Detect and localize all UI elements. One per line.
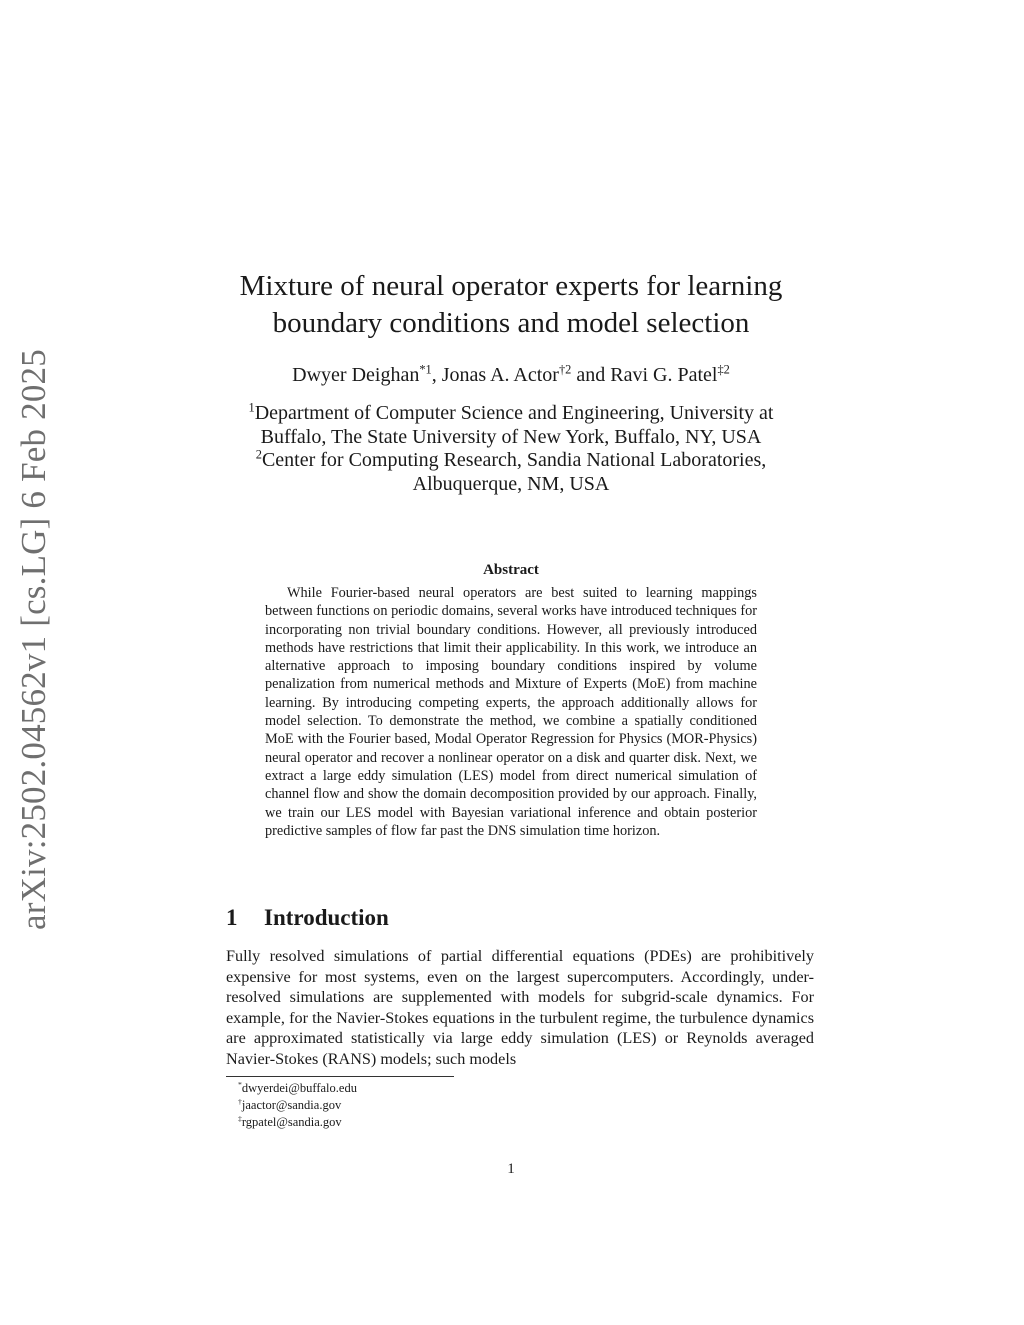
author-name: Ravi G. Patel [610,364,718,386]
author-name: Dwyer Deighan [292,364,420,386]
affiliation-1-line-1: $^1$Department of Computer Science and Engineering, University at [248,400,774,424]
abstract-heading: Abstract [483,562,539,578]
arxiv-identifier-stamp: arXiv:2502.04562v1 [cs.LG] 6 Feb 2025 [14,349,53,930]
section-number: 1 [226,905,238,930]
footnote-email: rgpatel@sandia.gov [241,1115,342,1129]
footnote-list [238,1080,638,1131]
author-separator: , [431,364,442,386]
footnote-divider [226,1076,454,1077]
title-line-2: boundary conditions and model selection [272,307,750,339]
author-list [205,362,817,388]
footnote [238,1080,638,1097]
footnote-mark: † [238,1097,242,1107]
affiliation-1-line-2: Buffalo, The State University of New York, Buffalo, NY, USA [260,425,762,448]
affiliation-1-mark: 1 [248,400,255,415]
affiliation-block [205,402,817,496]
abstract-text: While Fourier-based neural operators are best suited to learning mappings between functions on periodic domains, several works have introduced techniques for incorporating non trivial boundary conditions. However, all previously introduced methods have restrictions that limit their applicability. In this work, we introduce an alternative approach to imposing boundary conditions inspired by volume penalization from numerical methods and Mixture of Experts (MoE) from machine learning. By introducing competing experts, the approach additionally allows for model selection. To demonstrate the method, we combine a spatially conditioned MoE with the Fourier based, Modal Operator Regression for Physics (MOR-Physics) neural operator and recover a nonlinear operator on a disk and quarter disk. Next, we extract a large eddy simulation (LES) model from direct numerical simulation of channel flow and show the domain decomposition provided by our approach. Finally, we train our LES model with Bayesian variational inference and obtain posterior predictive samples of flow far past the DNS simulation time horizon. [265,585,757,839]
footnote [238,1097,638,1114]
page-number: 1 [507,1161,515,1177]
author-marks: ‡2 [717,362,730,377]
footnote-email: jaactor@sandia.gov [241,1098,342,1112]
introduction-text: Fully resolved simulations of partial differential equations (PDEs) are prohibitively expensive for most systems, even on the largest supercomputers. Accordingly, under-resolved simulations are supplemented with models for subgrid-scale dynamics. For example, for the Navier-Stokes equations in the turbulent regime, the turbulence dynamics are approximated statistically via large eddy simulation (LES) or Reynolds averaged Navier-Stokes (RANS) models; such models [226,947,814,1068]
author-marks: †2 [558,362,572,377]
author-separator: and [571,364,611,386]
affiliation-2-line-1: $^2$Center for Computing Research, Sandia National Laboratories, [255,447,767,471]
footnote-email: dwyerdei@buffalo.edu [241,1081,357,1095]
footnote-mark: ‡ [238,1114,242,1124]
paper-title [205,268,817,342]
section-heading [226,905,816,931]
affiliation-2-line-2: Albuquerque, NM, USA [412,472,610,495]
author-name: Jonas A. Actor [441,364,559,386]
title-line-1: Mixture of neural operator experts for learning [239,270,783,302]
footnote-mark: * [238,1080,242,1090]
author-marks: *1 [419,362,432,377]
section-title: Introduction [264,905,389,930]
affiliation-2-mark: 2 [255,447,262,462]
footnote [238,1114,638,1131]
